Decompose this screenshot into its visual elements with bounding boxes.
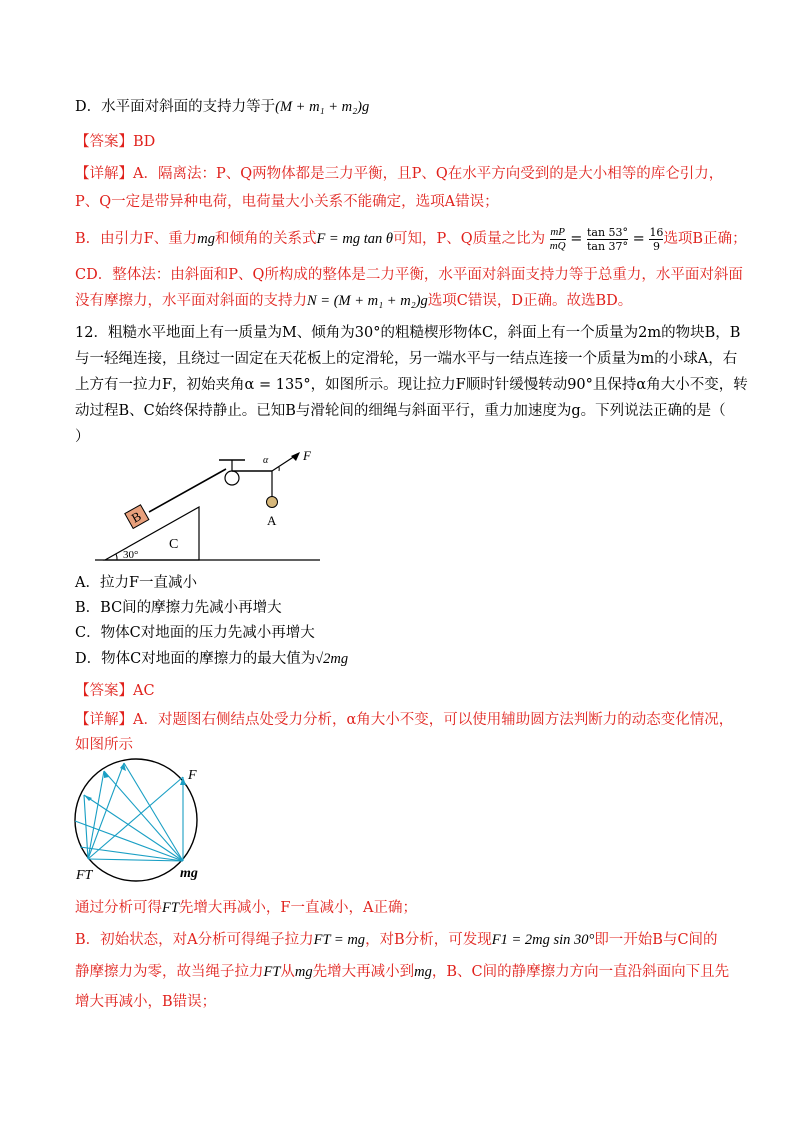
q12-stem-line3: 上方有一拉力F，初始夹角α = 135°，如图所示。现让拉力F顺时针缓慢转动90°且保持α角大小不变，转 — [75, 377, 748, 393]
q12-detail-a-line3-part1: 通过分析可得 — [75, 900, 162, 916]
q12-option-d-text: D．物体C对地面的摩擦力的最大值为 — [75, 651, 316, 667]
q11-detail-b-part2: 和倾角的关系式 — [214, 231, 317, 247]
auxiliary-circle — [75, 759, 197, 881]
q12-detail-b-line1-part1: B．初始状态，对A分析可得绳子拉力 — [75, 932, 314, 948]
q11-option-d-text: D．水平面对斜面的支持力等于 — [75, 99, 276, 115]
q11-detail-cd-formula: N = (M + m₁ + m₂)g — [307, 293, 428, 309]
label-alpha: α — [263, 455, 269, 466]
q12-detail-b-line2-mg2: mg — [414, 964, 432, 980]
pulley — [225, 471, 239, 485]
q12-detail-a-line3-ft: FT — [162, 900, 179, 916]
q11-ratio-mid-den: tan 37° — [587, 239, 629, 253]
rope-incline — [149, 469, 226, 512]
q11-answer: 【答案】BD — [75, 134, 156, 150]
q12-detail-b-line1-part2: ，对B分析，可发现 — [365, 932, 492, 948]
q12-detail-a-line3-part2: 先增大再减小，F一直减小，A正确； — [178, 900, 417, 916]
q12-detail-b-line3: 增大再减小，B错误； — [75, 994, 217, 1010]
q11-detail-b-part4: 选项B正确； — [663, 231, 747, 247]
q11-ratio-mid — [587, 226, 628, 253]
q11-detail-cd-line1: CD．整体法：由斜面和P、Q所构成的整体是二力平衡，水平面对斜面支持力等于总重力，水平面对斜面 — [75, 267, 743, 283]
q11-ratio-rhs-num: 16 — [649, 225, 664, 239]
q12-option-a: A．拉力F一直减小 — [75, 575, 198, 591]
q11-detail-b-part3: 可知，P、Q质量之比为 — [392, 231, 546, 247]
angle-arc — [116, 554, 117, 560]
vector-10 — [84, 795, 88, 859]
label-f: F — [303, 448, 311, 463]
label-b: B — [128, 508, 144, 526]
label-a: A — [267, 513, 277, 528]
angle-label: 30° — [123, 549, 139, 561]
q11-detail-cd-line2 — [75, 290, 735, 312]
q12-detail-b-line2-part3: 先增大再减小到 — [312, 964, 415, 980]
q12-option-d — [75, 648, 348, 670]
q11-detail-b-part1: B．由引力F、重力 — [75, 231, 198, 247]
q12-stem-line2: 与一轻绳连接，且绕过一固定在天花板上的定滑轮，另一端水平与一结点连接一个质量为m的小球A，右 — [75, 351, 738, 367]
q11-ratio-mid-num: tan 53° — [587, 225, 629, 239]
q12-detail-b-line2-part2: 从 — [280, 964, 295, 980]
q12-detail-b-line1-formula1: FT = mg — [313, 932, 366, 948]
force-f-arrowhead — [291, 452, 300, 461]
q11-detail-a-line2: P、Q一定是带异种电荷，电荷量大小关系不能确定，选项A错误； — [75, 194, 499, 210]
q12-detail-b-line2-ft: FT — [263, 964, 281, 980]
q11-detail-b-formula: F = mg tan θ — [316, 231, 393, 247]
q11-option-d-formula: (M + m₁ + m₂)g — [275, 99, 370, 115]
q11-option-d — [75, 96, 735, 118]
q12-stem-line5: ） — [75, 429, 90, 445]
q11-detail-cd-part1: 没有摩擦力，水平面对斜面的支持力 — [75, 293, 307, 309]
q11-detail-b-mg: mg — [197, 231, 215, 247]
auxiliary-circle-diagram — [70, 755, 220, 890]
q12-detail-b-line1-formula2: F1 = 2mg sin 30° — [491, 932, 595, 948]
wedge-c — [105, 507, 199, 560]
q12-option-c: C．物体C对地面的压力先减小再增大 — [75, 625, 315, 641]
q12-detail-a-line1: 【详解】A．对题图右侧结点处受力分析，α角大小不变，可以使用辅助圆方法判断力的动态变化情况， — [75, 712, 734, 728]
circle-label-mg: mg — [180, 866, 198, 881]
q12-detail-a-line2: 如图所示 — [75, 737, 133, 753]
q12-detail-b-line1 — [75, 929, 735, 951]
block-b — [125, 505, 149, 529]
q12-detail-b-line2 — [75, 961, 735, 983]
q12-detail-b-line2-part1: 静摩擦力为零，故当绳子拉力 — [75, 964, 264, 980]
arrowhead-3 — [104, 771, 109, 778]
ball-a — [267, 497, 278, 508]
q11-ratio-rhs-den: 9 — [652, 239, 660, 253]
q12-detail-b-line2-part4: ，B、C间的静摩擦力方向一直沿斜面向下且先 — [431, 964, 730, 980]
q11-detail-a-line1: 【详解】A．隔离法：P、Q两物体都是三力平衡，且P、Q在水平方向受到的是大小相等的库仑引力， — [75, 166, 724, 182]
q11-ratio-lhs — [550, 226, 566, 253]
q12-stem-line1: 12．粗糙水平地面上有一质量为M、倾角为30°的粗糙楔形物体C，斜面上有一个质量为2m的物块B，B — [75, 325, 741, 341]
circle-label-f: F — [188, 768, 197, 783]
q12-detail-b-line1-part3: 即一开始B与C间的 — [594, 932, 718, 948]
vector-9 — [88, 771, 104, 859]
q11-detail-b: B．由引力F、重力mg和倾角的关系式F = mg tan θ可知，P、Q质量之比为 $\frac{mP}{mQ}$ = $\frac{\tan 53^\circ}{\tan 37^\circ}$ = $\frac{16}{9}$ 选项B正确； — [75, 225, 747, 253]
q11-ratio-rhs — [649, 226, 663, 253]
q12-detail-a-line3 — [75, 897, 735, 919]
vector-2 — [124, 763, 183, 861]
label-c: C — [169, 537, 179, 552]
circle-label-ft: FT — [76, 868, 93, 883]
q12-diagram — [95, 447, 335, 567]
q12-answer: 【答案】AC — [75, 683, 155, 699]
q11-detail-cd-part2: 选项C错误，D正确。故选BD。 — [427, 293, 633, 309]
q11-ratio-lhs-num: mP — [550, 225, 566, 238]
q12-detail-b-line2-mg1: mg — [294, 964, 313, 980]
q12-stem-line4: 动过程B、C始终保持静止。已知B与滑轮间的细绳与斜面平行，重力加速度为g。下列说法正确的是（ — [75, 403, 726, 419]
q12-option-d-formula: √2mg — [315, 651, 349, 667]
q11-ratio-lhs-den: mQ — [549, 239, 566, 252]
q12-option-b: B．BC间的摩擦力先减小再增大 — [75, 600, 282, 616]
vector-ft-to-f — [88, 777, 183, 859]
force-f-line — [272, 456, 295, 471]
